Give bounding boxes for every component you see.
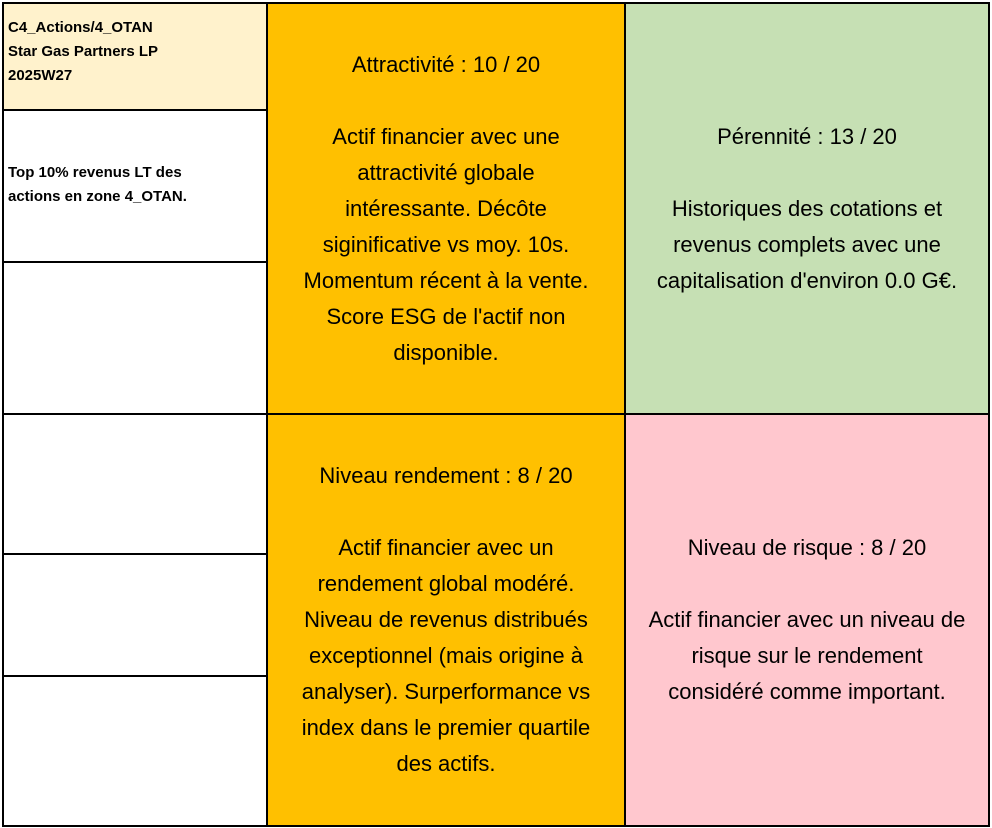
perennite-description: Historiques des cotations et revenus complets avec une capitalisation d'environ 0.0 G€. <box>656 195 958 293</box>
perennite-title: Pérennité : 13 / 20 <box>717 123 897 149</box>
header-week: 2025W27 <box>8 67 73 84</box>
empty-cell-2 <box>2 413 268 555</box>
empty-cell-4 <box>2 675 268 827</box>
header-asset-name: Star Gas Partners LP <box>8 43 159 60</box>
risque-description: Actif financier avec un niveau de risque sur le rendement considéré comme important. <box>648 607 966 704</box>
empty-cell-1 <box>2 261 268 415</box>
rendement-title: Niveau rendement : 8 / 20 <box>319 463 573 488</box>
risque-title: Niveau de risque : 8 / 20 <box>687 535 927 560</box>
summary-line-1: Top 10% revenus LT des <box>8 164 182 181</box>
attractivite-description: Actif financier avec une attractivité globale intéressante. Décôte siginificative vs moy. 10s. Momentum récent à la vente. Score ESG de l'actif non disponible. <box>303 123 589 365</box>
summary-cell <box>2 109 268 263</box>
attractivite-panel <box>266 2 626 415</box>
empty-cell-3 <box>2 553 268 677</box>
header-category: C4_Actions/4_OTAN <box>8 19 153 36</box>
rendement-panel <box>266 413 626 827</box>
risque-panel <box>624 413 990 827</box>
rendement-description: Actif financier avec un rendement global modéré. Niveau de revenus distribués exceptionnel (mais origine à analyser). Surperformance vs index dans le premier quartile des actifs. <box>301 535 591 776</box>
attractivite-title: Attractivité : 10 / 20 <box>351 51 541 77</box>
header-cell <box>2 2 268 111</box>
summary-line-2: actions en zone 4_OTAN. <box>8 188 187 205</box>
perennite-panel <box>624 2 990 415</box>
